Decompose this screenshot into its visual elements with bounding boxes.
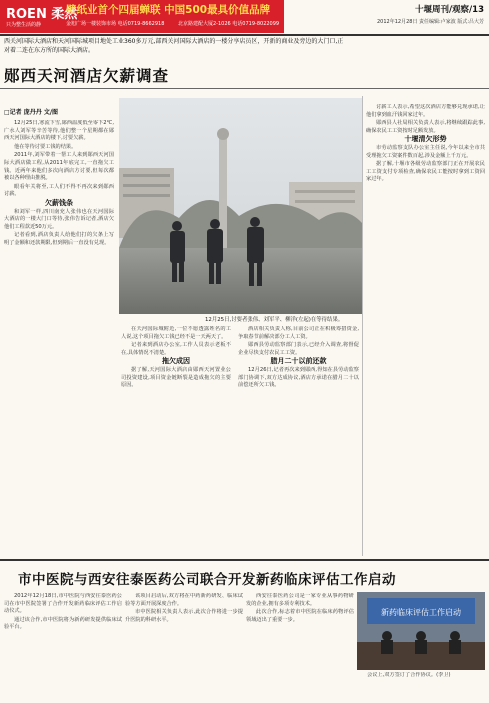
paragraph: 在天河国际城附近,一位不愿透露姓名的工人说,这个项目拖欠工钱已经不是一天两天了。 xyxy=(121,326,231,340)
subheading: 欠薪钱条 xyxy=(45,198,73,207)
article-column-right xyxy=(366,104,485,555)
paragraph: 2011年,刘军带着一帮工人来到郧西天河国际大酒店做工程,从2011年底完工,一直拖欠工钱。近两年来他们多次向酒店方讨要,但每次都被以各种理由推脱。 xyxy=(4,152,114,182)
paragraph: 会议上,双方签订了合作协议。(李卫) xyxy=(367,672,451,678)
bottom-article-headline: 市中医院与西安往泰医药公司联合开发新药临床评估工作启动 xyxy=(18,572,396,588)
page-header xyxy=(372,3,484,33)
paragraph: 眼看年关将至,工人们不得不再次来到郧西讨薪。 xyxy=(4,183,114,198)
paragraph: 和刘军一样,四川南充人张伟也在天河国际大酒店的一楼大门口等待,张伟告诉记者,酒店欠他们工程款近50万元。 xyxy=(4,208,114,230)
paragraph: 西安往泰医药公司是一家专业从事药物研发的企业,拥有多项专利技术。 xyxy=(246,593,354,607)
brand-slogan: 只为整生活的静 xyxy=(6,22,42,28)
paragraph: 记者看到,酒店负责人给他们打的欠条上写明了金额和还款期限,但到期后一直没有兑现。 xyxy=(4,232,114,246)
ad-contact-2: 北京路建配大厦2-1026 电话0719-8022099 xyxy=(178,21,280,27)
paragraph: 此次合作,标志着市中医院在临床药物评估领域迈出了重要一步。 xyxy=(246,609,354,623)
section-divider xyxy=(0,559,489,561)
article-column-b xyxy=(121,326,231,555)
article-headline: 郧西天河酒店欠薪调查 xyxy=(4,66,170,85)
photo-caption: 12月25日,讨要者张伟、刘军平、柳洋(左起)在等待结果。 xyxy=(205,317,344,323)
paragraph: 据了解,天河国际大酒店由郧西天河置业公司投资建设,项目资金链断裂是造成拖欠的主要原因。 xyxy=(121,366,231,389)
paragraph: 郧西县人社局相关负责人表示,将继续跟踪此事,确保农民工工资按时足额发放。 xyxy=(366,120,485,134)
byline: □记者 庞丹丹 文/图 xyxy=(4,109,59,116)
paragraph: 通过该合作,市中医院将为新药研发提供临床试验平台。 xyxy=(4,616,122,631)
paragraph: 2012年12月18日,市中医院与西安往泰医药公司在市中医院签署了合作开发新药临床评估工作启动仪式。 xyxy=(4,593,122,615)
paragraph: 市中医院相关负责人表示,此次合作将进一步提升医院的科研水平。 xyxy=(125,609,243,623)
brand-name: ROEN 柔然 xyxy=(6,7,78,22)
paragraph: 记者来到酒店办公室,工作人员表示老板不在,具体情况不清楚。 xyxy=(121,342,231,356)
bottom-article-photo xyxy=(357,592,485,670)
meeting-photo xyxy=(357,592,485,670)
headline-divider xyxy=(0,88,489,89)
bottom-column-2 xyxy=(125,593,243,701)
ad-headline: 壁纸业首个四届蝉联 中国500最具价值品牌 xyxy=(66,4,271,16)
paragraph: 讨薪工人表示,希望这次酒店方能够兑现承诺,让他们拿到血汗钱回家过年。 xyxy=(366,104,485,118)
article-photo xyxy=(119,98,362,314)
section-title: 十堰周刊/观察/13 xyxy=(414,5,484,15)
article-lead: 西关河国际大酒店和天河国际城项目地处工业360多万元,部西关河国际大酒店的一楼分享店员区，开新的商业及旁边的大门口,正对着二连在东方所的国际大酒店。 xyxy=(4,38,344,54)
paragraph: 12月26日,记者再次来到郧西,得知在县劳动监察部门协调下,双方达成协议,酒店方承诺在腊月二十以前偿还所欠工钱。 xyxy=(238,366,359,389)
column-divider xyxy=(362,96,363,556)
ad-contact-1: 金旭广场一楼装饰市场 电话0719-8662918 xyxy=(66,21,165,27)
subheading: 腊月二十以前还款 xyxy=(270,357,327,366)
paragraph: 郧西县劳动监察部门表示,已经介入调查,将督促企业尽快支付农民工工资。 xyxy=(238,342,359,356)
article-column-c xyxy=(238,326,359,555)
bottom-column-1 xyxy=(4,593,122,701)
paragraph: 他在等待讨要工钱的结果。 xyxy=(14,143,77,150)
paragraph: 市劳动监察支队办公室主任说,今年以来全市共受理拖欠工资案件数百起,涉及金额上千万元。 xyxy=(366,144,485,159)
bottom-column-3 xyxy=(246,593,354,701)
bottom-column-4 xyxy=(357,672,485,702)
paragraph: 该项目启动后,双方将在中药新药研发、临床试验等方面开展深度合作。 xyxy=(125,593,243,607)
paragraph: 酒店相关负责人称,目前公司正在积极筹措资金,争取春节前解决部分工人工资。 xyxy=(238,326,359,340)
issue-meta: 2012年12月28日 责任编辑:卢家波 版式:吕大芳 xyxy=(377,19,484,25)
subheading: 十堰清欠形势 xyxy=(404,135,447,144)
photo-illustration xyxy=(119,98,362,314)
advertisement-banner[interactable] xyxy=(0,0,284,33)
paragraph: 12月25日,寒流下雪,郧西温度低至零下2℃,广水人刘军等辛苦等待,他们整一个星期都在郧西天河国际大酒店的楼下,讨要欠薪。 xyxy=(4,120,114,142)
paragraph: 据了解,十堰市各级劳动监察部门正在开展农民工工资支付专项检查,确保农民工能按时拿到工资回家过年。 xyxy=(366,161,485,183)
header-divider xyxy=(0,34,489,36)
brand-logo xyxy=(2,2,78,30)
banner-text: 新药临床评估工作启动 xyxy=(381,608,461,617)
subheading: 拖欠成因 xyxy=(162,357,190,366)
article-column-a xyxy=(4,120,114,555)
